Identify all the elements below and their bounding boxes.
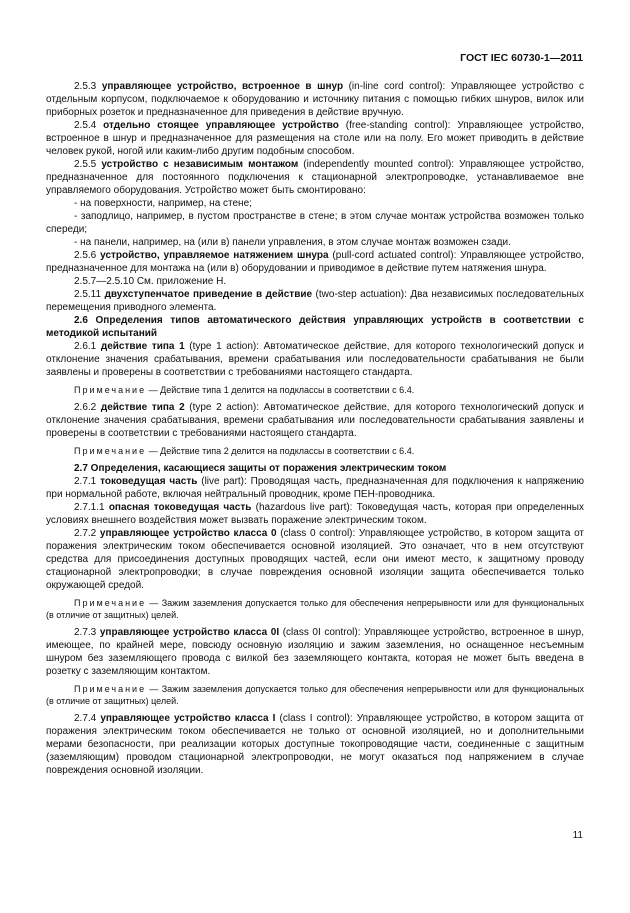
clause-2-7-4: 2.7.4 управляющее устройство класса I (class I control): Управляющее устройство, в котором защита от поражения электрическим током обеспечивается не только от основной изоляцией, но и дополнительными мерами безопасности, при реализации которых доступные токопроводящие части, соединенные с защитным (заземляющим) проводом стационарной электропроводки, не могут оказаться под напряжением в случае повреждения основной изоляции. [46,713,584,776]
list-item: - на панели, например, на (или в) панели управления, в этом случае монтаж возможен сзади. [74,237,511,248]
section-heading-2-6: 2.6 Определения типов автоматического действия управляющих устройств в соответствии с методикой испытаний [46,315,584,339]
clause-2-5-7: 2.5.7—2.5.10 См. приложение Н. [74,276,227,287]
clause-2-5-4: 2.5.4 отдельно стоящее управляющее устройство (free-standing control): Управляющее устройство, встроенное в шнур и предназначенное для размещения на столе или на полу. Его может приводить в действие человек рукой, ногой или каким-либо другим подобным способом. [46,120,585,157]
term: управляющее устройство класса I [100,713,276,724]
document-header: ГОСТ IEC 60730-1—2011 [460,52,583,64]
note: Примечание — Зажим заземления допускается только для обеспечения непрерывности или для функциональных (в отличие от защитных) целей. [46,684,584,706]
list-item: - на поверхности, например, на стене; [74,198,252,209]
term: управляющее устройство класса 0 [99,528,277,539]
clause-2-7-2: 2.7.2 управляющее устройство класса 0 (class 0 control): Управляющее устройство, в котором защита от поражения электрическим током обеспечивается основной изоляцией. Это означает, что в нем отсутствуют средства для присоединения доступных проводящих частей, если они имеют место, к защитному проводу стационарной электропроводки; в случае повреждения основной изоляции защита обеспечивается только окружающей средой. [46,528,585,591]
clause-2-7-1-1: 2.7.1.1 опасная токоведущая часть (hazardous live part): Токоведущая часть, которая при определенных условиях внешнего воздействия может вызвать поражение электрическим током. [46,502,584,526]
document-body [46,80,584,777]
term: двухступенчатое приведение в действие [104,289,313,300]
page-number: 11 [572,830,583,841]
section-heading-2-7: 2.7 Определения, касающиеся защиты от поражения электрическим током [74,463,447,474]
term: управляющее устройство класса 0I [99,627,280,638]
term: токоведущая часть [100,476,198,487]
note: Примечание — Действие типа 2 делится на подклассы в соответствии с 6.4. [74,446,415,456]
term: устройство, управляемое натяжением шнура [100,250,329,261]
clause-2-6-2: 2.6.2 действие типа 2 (type 2 action): Автоматическое действие, для которого технологический допуск и отклонение значения срабатывания, времени срабатывания или последовательности срабатывания заявлены и проверены в соответствии с требованиями настоящего стандарта. [46,402,585,439]
note: Примечание — Зажим заземления допускается только для обеспечения непрерывности или для функциональных (в отличие от защитных) целей. [46,598,584,620]
term: управляющее устройство, встроенное в шнур [101,81,344,92]
clause-2-5-3: 2.5.3 управляющее устройство, встроенное в шнур (in-line cord control): Управляющее устройство с отдельным корпусом, подключаемое к оборудованию и источнику питания с помощью гибких шнуров, вилок или приборных розеток и предназначенное для приведения в действие вручную. [46,81,584,118]
term: отдельно стоящее управляющее устройство [103,120,339,131]
clause-2-5-11: 2.5.11 двухступенчатое приведение в действие (two-step actuation): Два независимых последовательных перемещения приводного элемента. [46,289,584,313]
clause-2-5-6: 2.5.6 устройство, управляемое натяжением шнура (pull-cord actuated control): Управляющее устройство, предназначенное для монтажа на (или в) оборудовании и приводимое в действие путем натяжения шнура. [46,250,584,274]
clause-2-7-1: 2.7.1 токоведущая часть (live part): Проводящая часть, предназначенная для подключения к напряжению при нормальной работе, включая нейтральный проводник, кроме ПЕН-проводника. [46,476,585,500]
clause-2-6-1: 2.6.1 действие типа 1 (type 1 action): Автоматическое действие, для которого технологический допуск и отклонение значения срабатывания, времени срабатывания или последовательности срабатывания не были заявлены и проверены в соответствии с требованиями настоящего стандарта. [46,341,585,378]
note: Примечание — Действие типа 1 делится на подклассы в соответствии с 6.4. [74,385,415,395]
term: действие типа 2 [100,402,185,413]
term: опасная токоведущая часть [108,502,252,513]
clause-2-7-3: 2.7.3 управляющее устройство класса 0I (class 0I control): Управляющее устройство, встроенное в шнур, имеющее, по крайней мере, повсюду основную изоляцию и зажим заземления, но оснащенное несъемным шнуром без заземляющего провода с вилкой без заземляющего контакта, которая не может быть введена в розетку с заземляющим контактом. [46,627,584,677]
term: устройство с независимым монтажом [101,159,299,170]
list-item: - заподлицо, например, в пустом пространстве в стене; в этом случае монтаж устройства возможен только спереди; [46,211,584,235]
clause-2-5-5: 2.5.5 устройство с независимым монтажом (independently mounted control): Управляющее устройство, предназначенное для постоянного подключения к стационарной электропроводке, устанавливаемое вне управляемого оборудования. Устройство может быть смонтировано: [46,159,585,196]
term: действие типа 1 [100,341,185,352]
